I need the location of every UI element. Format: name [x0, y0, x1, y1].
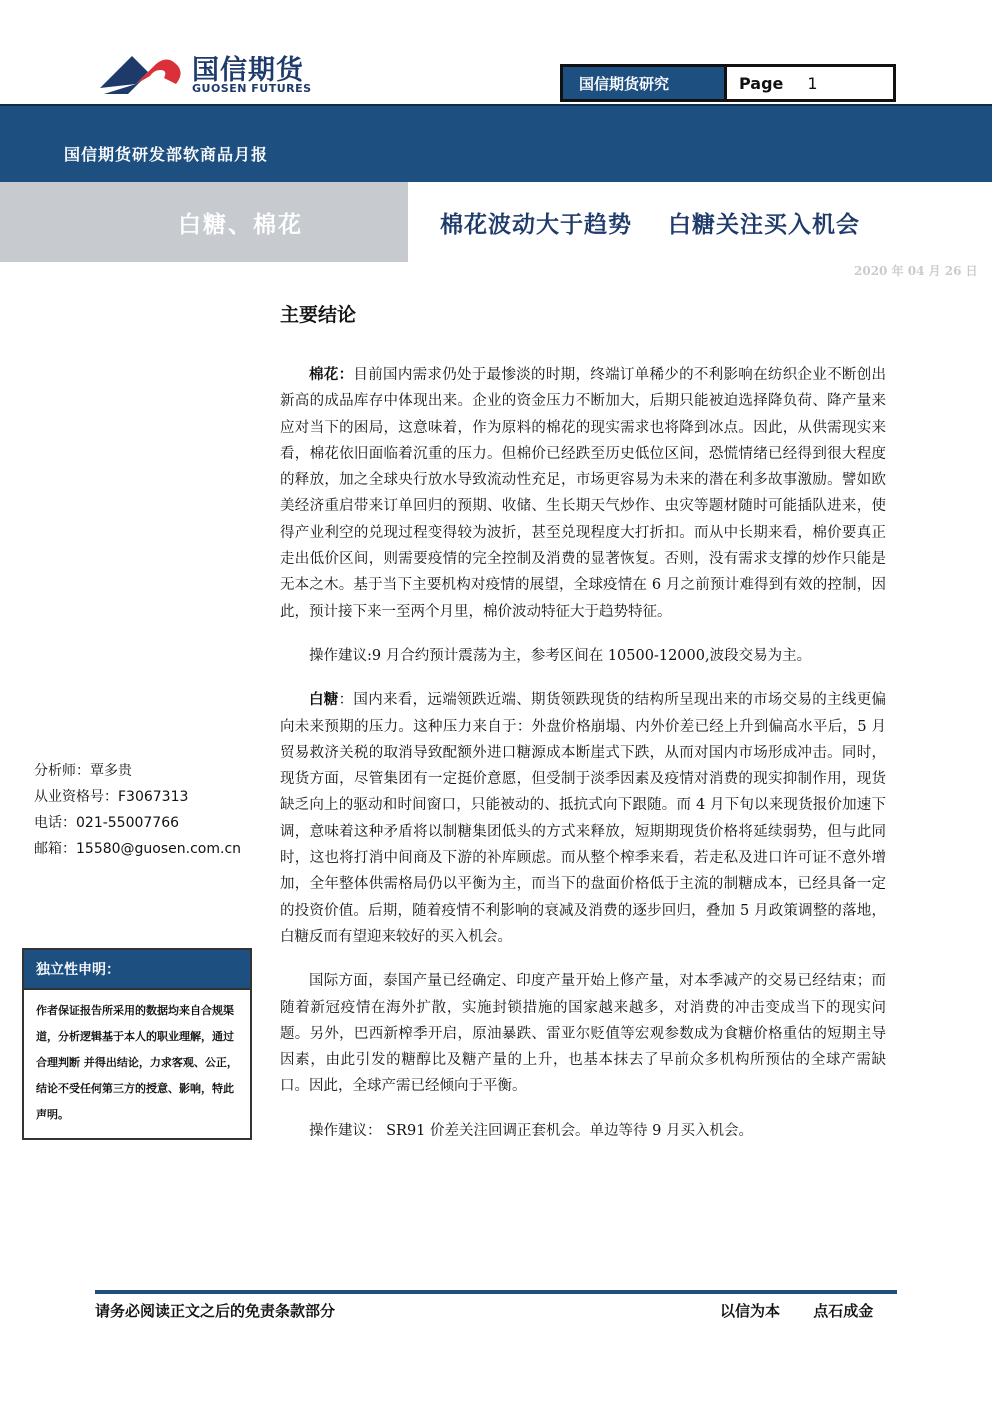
footer-slogan: 以信为本 点石成金 [720, 1302, 874, 1320]
report-name: 国信期货研发部软商品月报 [64, 145, 269, 164]
report-body [280, 362, 886, 1144]
page-indicator [560, 64, 896, 102]
page-number-box [727, 67, 893, 99]
guosen-logo-icon [98, 50, 186, 96]
brand-logo [98, 46, 328, 102]
logo-text-cn: 国信期货 [192, 55, 304, 86]
report-category: 白糖、棉花 [178, 211, 303, 238]
analyst-name: 分析师：覃多贵 [34, 763, 132, 779]
sugar-label: 白糖 [309, 691, 339, 709]
logo-text-en: GUOSEN FUTURES [192, 82, 312, 95]
page-number: 1 [807, 73, 818, 93]
analyst-email: 邮箱：15580@guosen.com.cn [34, 841, 242, 857]
declaration-text: 作者保证报告所采用的数据均来自合规渠道，分析逻辑基于本人的职业理解，通过合理判断 并得出结论，力求客观、公正，结论不受任何第三方的授意、影响，特此声明。 [36, 1004, 238, 1121]
research-label: 国信期货研究 [563, 67, 727, 99]
cotton-label: 棉花： [309, 366, 354, 383]
report-date: 2020 年 04 月 26 日 [854, 264, 978, 278]
footer-disclaimer: 请务必阅读正文之后的免责条款部分 [95, 1302, 336, 1320]
analyst-phone: 电话：021-55007766 [34, 815, 180, 831]
analyst-info [34, 758, 241, 862]
page-label: Page [739, 73, 784, 93]
sugar-paragraph [280, 687, 886, 950]
declaration-title: 独立性申明： [24, 950, 250, 990]
cotton-text: 目前国内需求仍处于最惨淡的时期，终端订单稀少的不利影响在纺织企业不断创出新高的成品库存中体现出来。企业的资金压力不断加大，后期只能被迫选择降负荷、降产量来应对当下的困局，这意味着，作为原料的棉花的现实需求也将降到冰点。因此，从供需现实来看，棉花依旧面临着沉重的压力。但棉价已经跌至历史低位区间，恐慌情绪已经得到很大程度的释放，加之全球央行放水导致流动性充足，市场更容易为未来的潜在利多故事激励。譬如欧美经济重启带来订单回归的预期、收储、生长期天气炒作、虫灾等题材随时可能插队进来，使得产业利空的兑现过程变得较为波折，甚至兑现程度大打折扣。而从中长期来看，棉价要真正走出低价区间，则需要疫情的完全控制及消费的显著恢复。否则，没有需求支撑的炒作只能是无本之木。基于当下主要机构对疫情的展望，全球疫情在 6 月之前预计难得到有效的控制，因此，预计接下来一至两个月里，棉价波动特征大于趋势特征。 [280, 367, 887, 620]
report-banner [0, 104, 992, 182]
cotton-paragraph [280, 362, 886, 625]
independence-declaration [22, 948, 252, 1140]
report-title: 棉花波动大于趋势 白糖关注买入机会 [440, 211, 861, 238]
international-paragraph: 国际方面，泰国产量已经确定、印度产量开始上修产量，对本季减产的交易已经结束；而随着新冠疫情在海外扩散，实施封锁措施的国家越来越多，对消费的冲击变成当下的现实问题。另外，巴西新榨季开启，原油暴跌、雷亚尔贬值等宏观参数成为食糖价格重估的短期主导因素，由此引发的糖醇比及糖产量的上升，也基本抹去了早前众多机构所预估的全球产需缺口。因此，全球产需已经倾向于平衡。 [280, 973, 886, 1095]
section-title: 主要结论 [280, 304, 357, 326]
sugar-text: ：国内来看，远端领跌近端、期货领跌现货的结构所呈现出来的市场交易的主线更偏向未来预期的压力。这种压力来自于：外盘价格崩塌、内外价差已经上升到偏高水平后，5 月贸易救济关税的取消导致配额外进口糖源成本断崖式下跌，从而对国内市场形成冲击。同时，现货方面，尽管集团有一定挺价意愿，但受制于淡季因素及疫情对消费的现实抑制作用，现货缺乏向上的驱动和时间窗口，只能被动的、抵抗式向下跟随。而 4 月下旬以来现货报价加速下调，意味着这种矛盾将以制糖集团低头的方式来释放，短期期现货价格将延续弱势，但与此同时，这也将打消中间商及下游的补库顾虑。而从整个榨季来看，若走私及进口许可证不意外增加，全年整体供需格局仍以平衡为主，而当下的盘面价格低于主流的制糖成本，已经具备一定的投资价值。后期，随着疫情不利影响的衰减及消费的逐步回归，叠加 5 月政策调整的落地，白糖反而有望迎来较好的买入机会。 [280, 692, 887, 945]
sugar-advice: 操作建议： SR91 价差关注回调正套机会。单边等待 9 月买入机会。 [309, 1122, 753, 1139]
footer-divider [95, 1290, 897, 1294]
analyst-license: 从业资格号：F3067313 [34, 789, 189, 805]
cotton-advice: 操作建议:9 月合约预计震荡为主，参考区间在 10500-12000,波段交易为主。 [309, 647, 812, 664]
